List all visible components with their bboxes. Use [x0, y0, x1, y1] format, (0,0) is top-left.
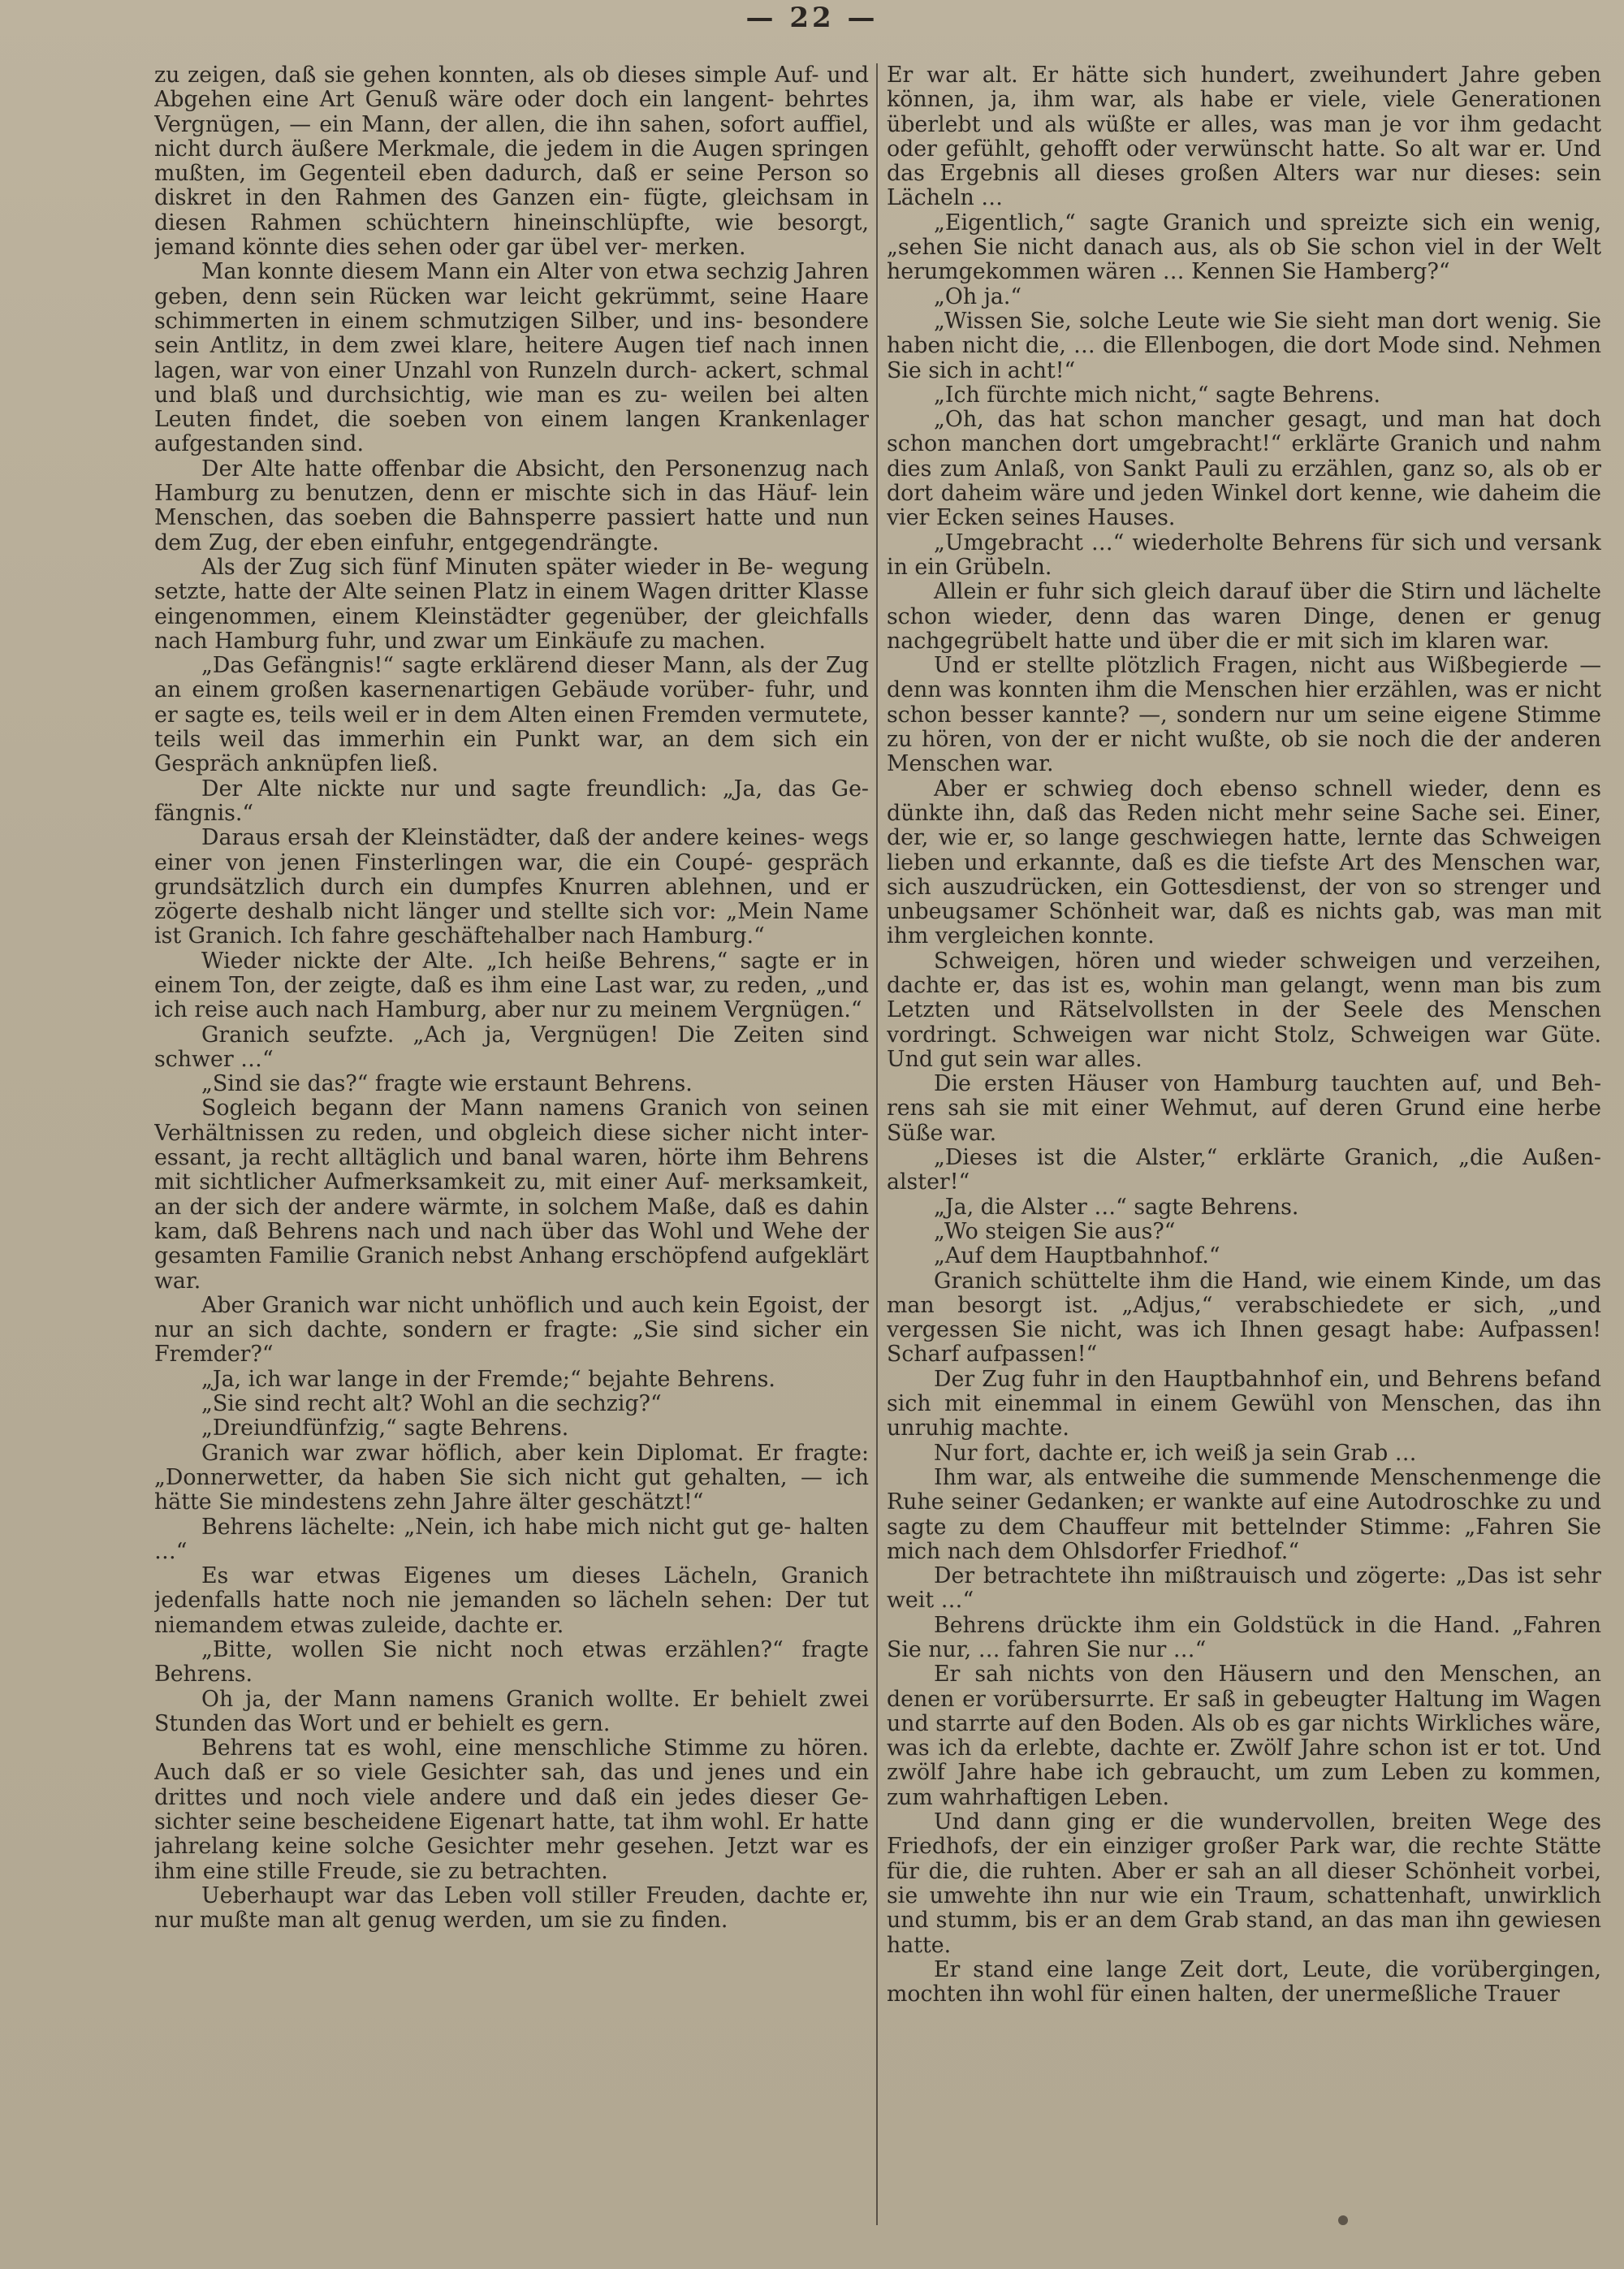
- paragraph: Es war etwas Eigenes um dieses Lächeln, Granich jedenfalls hatte noch nie jemanden so lächeln sehen: Der tut niemandem etwas zuleide, dachte er.: [154, 1563, 869, 1638]
- paragraph: Granich schüttelte ihm die Hand, wie einem Kinde, um das man besorgt ist. „Adjus,“ verabschiedete er sich, „und vergessen Sie nicht, was ich Ihnen gesagt habe: Aufpassen! Scharf aufpassen!“: [887, 1268, 1601, 1368]
- paragraph: „Ja, ich war lange in der Fremde;“ bejahte Behrens.: [201, 1366, 775, 1392]
- paragraph: „Ja, die Alster …“ sagte Behrens.: [934, 1194, 1299, 1220]
- paragraph: „Wo steigen Sie aus?“: [934, 1218, 1176, 1244]
- paragraph: Granich seufzte. „Ach ja, Vergnügen! Die Zeiten sind schwer …“: [154, 1022, 869, 1072]
- ink-spot: [1338, 2215, 1348, 2225]
- paragraph: „Sie sind recht alt? Wohl an die sechzig?“: [201, 1391, 662, 1417]
- paragraph: Behrens tat es wohl, eine menschliche Stimme zu hören. Auch daß er so viele Gesichter sah, das und jenes und ein drittes und noch viele andere und daß ein jedes dieser Ge- sichter seine bescheidene Eigenart hatte, tat ihm wohl. Er hatte jahrelang keine solche Gesichter mehr gesehen. Jetzt war es ihm eine stille Freude, sie zu betrachten.: [154, 1735, 869, 1884]
- paragraph: „Auf dem Hauptbahnhof.“: [934, 1243, 1220, 1269]
- paragraph: „Eigentlich,“ sagte Granich und spreizte sich ein wenig, „sehen Sie nicht danach aus, als ob Sie schon viel in der Welt herumgekommen wären … Kennen Sie Hamberg?“: [887, 210, 1601, 285]
- paragraph: Als der Zug sich fünf Minuten später wieder in Be- wegung setzte, hatte der Alte seinen Platz in einem Wagen dritter Klasse eingenommen, einem Kleinstädter gegenüber, der gleichfalls nach Hamburg fuhr, und zwar um Einkäufe zu machen.: [154, 554, 869, 654]
- paragraph: „Dieses ist die Alster,“ erklärte Granich, „die Außen- alster!“: [887, 1145, 1601, 1195]
- paragraph: Der Zug fuhr in den Hauptbahnhof ein, und Behrens befand sich mit einemmal in einem Gewühl von Menschen, das ihn unruhig machte.: [887, 1366, 1601, 1441]
- paragraph: Der betrachtete ihn mißtrauisch und zögerte: „Das ist sehr weit …“: [887, 1563, 1601, 1614]
- paragraph: Granich war zwar höflich, aber kein Diplomat. Er fragte: „Donnerwetter, da haben Sie sich nicht gut gehalten, — ich hätte Sie mindestens zehn Jahre älter geschätzt!“: [154, 1440, 869, 1515]
- paragraph: Man konnte diesem Mann ein Alter von etwa sechzig Jahren geben, denn sein Rücken war leicht gekrümmt, seine Haare schimmerten in einem schmutzigen Silber, und ins- besondere sein Antlitz, in dem zwei klare, heitere Augen tief nach innen lagen, war von einer Unzahl von Runzeln durch- ackert, schmal und blaß und durchsichtig, wie man es zu- weilen bei alten Leuten findet, die soeben von einem langen Krankenlager aufgestanden sind.: [154, 259, 869, 457]
- paragraph: Er stand eine lange Zeit dort, Leute, die vorübergingen, mochten ihn wohl für einen halten, der unermeßliche Trauer: [887, 1956, 1601, 2008]
- paragraph: Wieder nickte der Alte. „Ich heiße Behrens,“ sagte er in einem Ton, der zeigte, daß es ihm eine Last war, zu reden, „und ich reise auch nach Hamburg, aber nur zu meinem Vergnügen.“: [154, 948, 869, 1023]
- paragraph: „Oh, das hat schon mancher gesagt, und man hat doch schon manchen dort umgebracht!“ erklärte Granich und nahm dies zum Anlaß, von Sankt Pauli zu erzählen, ganz so, als ob er dort daheim wäre und jeden Winkel dort kenne, wie daheim die vier Ecken seines Hauses.: [887, 407, 1601, 531]
- paragraph: „Ich fürchte mich nicht,“ sagte Behrens.: [934, 382, 1381, 408]
- paragraph: Daraus ersah der Kleinstädter, daß der andere keines- wegs einer von jenen Finsterlingen war, die ein Coupé- gespräch grundsätzlich durch ein dumpfes Knurren ablehnen, und er zögerte deshalb nicht länger und stellte sich vor: „Mein Name ist Granich. Ich fahre geschäftehalber nach Hamburg.“: [154, 825, 869, 949]
- right-column: [887, 63, 1601, 2224]
- paragraph: Der Alte nickte nur und sagte freundlich: „Ja, das Ge- fängnis.“: [154, 776, 869, 826]
- paragraph: „Das Gefängnis!“ sagte erklärend dieser Mann, als der Zug an einem großen kasernenartigen Gebäude vorüber- fuhr, und er sagte es, teils weil er in dem Alten einen Fremden vermutete, teils weil das immerhin ein Punkt war, an dem sich ein Gespräch anknüpfen ließ.: [154, 653, 869, 777]
- paragraph: „Sind sie das?“ fragte wie erstaunt Behrens.: [201, 1071, 693, 1097]
- paragraph: „Oh ja.“: [934, 283, 1022, 309]
- paragraph: „Umgebracht …“ wiederholte Behrens für sich und versank in ein Grübeln.: [887, 529, 1601, 580]
- paragraph: „Bitte, wollen Sie nicht noch etwas erzählen?“ fragte Behrens.: [154, 1637, 869, 1688]
- paragraph: Ihm war, als entweihe die summende Menschenmenge die Ruhe seiner Gedanken; er wankte auf eine Autodroschke zu und sagte zu dem Chauffeur mit bettelnder Stimme: „Fahren Sie mich nach dem Ohlsdorfer Friedhof.“: [887, 1464, 1601, 1564]
- paragraph: Der Alte hatte offenbar die Absicht, den Personenzug nach Hamburg zu benutzen, denn er mischte sich in das Häuf- lein Menschen, das soeben die Bahnsperre passiert hatte und nun dem Zug, der eben einfuhr, entgegendrängte.: [154, 456, 869, 555]
- left-column: [154, 63, 869, 2224]
- paragraph: Ueberhaupt war das Leben voll stiller Freuden, dachte er, nur mußte man alt genug werden, um sie zu finden.: [154, 1882, 869, 1934]
- column-divider: [876, 63, 878, 2225]
- paragraph: Behrens lächelte: „Nein, ich habe mich nicht gut ge- halten …“: [154, 1514, 869, 1564]
- paragraph: Behrens drückte ihm ein Goldstück in die Hand. „Fahren Sie nur, … fahren Sie nur …“: [887, 1612, 1601, 1662]
- paragraph: zu zeigen, daß sie gehen konnten, als ob dieses simple Auf- und Abgehen eine Art Genuß wäre oder doch ein langent- behrtes Vergnügen, — ein Mann, der allen, die ihn sahen, sofort auffiel, nicht durch äußere Merkmale, die jedem in die Augen springen mußten, im Gegenteil eben dadurch, daß er seine Person so diskret in den Rahmen des Ganzen ein- fügte, gleichsam in diesen Rahmen schüchtern hineinschlüpfte, wie besorgt, jemand könnte dies sehen oder gar übel ver- merken.: [154, 63, 869, 261]
- paragraph: Oh ja, der Mann namens Granich wollte. Er behielt zwei Stunden das Wort und er behielt es gern.: [154, 1686, 869, 1736]
- paragraph: „Wissen Sie, solche Leute wie Sie sieht man dort wenig. Sie haben nicht die, … die Ellenbogen, die dort Mode sind. Nehmen Sie sich in acht!“: [887, 308, 1601, 383]
- paragraph: Allein er fuhr sich gleich darauf über die Stirn und lächelte schon wieder, denn das waren Dinge, denen er genug nachgegrübelt hatte und über die er mit sich im klaren war.: [887, 579, 1601, 654]
- paragraph: Aber Granich war nicht unhöflich und auch kein Egoist, der nur an sich dachte, sondern er fragte: „Sie sind sicher ein Fremder?“: [154, 1292, 869, 1368]
- paragraph: Schweigen, hören und wieder schweigen und verzeihen, dachte er, das ist es, wohin man gelangt, wenn man bis zum Letzten und Rätselvollsten in der Seele des Menschen vordringt. Schweigen war nicht Stolz, Schweigen war Güte. Und gut sein war alles.: [887, 948, 1601, 1072]
- page-number: — 22 —: [745, 2, 879, 34]
- paragraph: Nur fort, dachte er, ich weiß ja sein Grab …: [934, 1440, 1417, 1466]
- paragraph: Die ersten Häuser von Hamburg tauchten auf, und Beh- rens sah sie mit einer Wehmut, auf deren Grund eine herbe Süße war.: [887, 1071, 1601, 1146]
- paragraph: Und er stellte plötzlich Fragen, nicht aus Wißbegierde — denn was konnten ihm die Menschen hier erzählen, was er nicht schon besser kannte? —, sondern nur um seine eigene Stimme zu hören, von der er nicht wußte, ob sie noch die der anderen Menschen war.: [887, 653, 1601, 777]
- paragraph: Er sah nichts von den Häusern und den Menschen, an denen er vorübersurrte. Er saß in gebeugter Haltung im Wagen und starrte auf den Boden. Als ob es gar nichts Wirkliches wäre, was ich da erlebte, dachte er. Zwölf Jahre schon ist er tot. Und zwölf Jahre habe ich gebraucht, um zum Leben zu kommen, zum wahrhaftigen Leben.: [887, 1662, 1601, 1810]
- paragraph: Er war alt. Er hätte sich hundert, zweihundert Jahre geben können, ja, ihm war, als habe er viele, viele Generationen überlebt und als wüßte er alles, was man je vor ihm gedacht oder gefühlt, gehofft oder verwünscht hatte. So alt war er. Und das Ergebnis all dieses großen Alters war nur dieses: sein Lächeln …: [887, 63, 1601, 211]
- paragraph: Und dann ging er die wundervollen, breiten Wege des Friedhofs, der ein einziger großer Park war, die rechte Stätte für die, die ruhten. Aber er sah an all dieser Schönheit vorbei, sie umwehte ihn nur wie ein Traum, schattenhaft, unwirklich und stumm, bis er an dem Grab stand, an das man ihn gewiesen hatte.: [887, 1809, 1601, 1958]
- paragraph: Sogleich begann der Mann namens Granich von seinen Verhältnissen zu reden, und obgleich diese sicher nicht inter- essant, ja recht alltäglich und banal waren, hörte ihm Behrens mit sichtlicher Aufmerksamkeit zu, mit einer Auf- merksamkeit, an der sich der andere wärmte, in solchem Maße, daß es dahin kam, daß Behrens nach und nach über das Wohl und Wehe der gesamten Familie Granich nebst Anhang erschöpfend aufgeklärt war.: [154, 1096, 869, 1294]
- paragraph: „Dreiundfünfzig,“ sagte Behrens.: [201, 1415, 569, 1441]
- paragraph: Aber er schwieg doch ebenso schnell wieder, denn es dünkte ihn, daß das Reden nicht mehr seine Sache sei. Einer, der, wie er, so lange geschwiegen hatte, lernte das Schweigen lieben und erkannte, daß es die tiefste Art des Menschen war, sich auszudrücken, ein Gottesdienst, der von so strenger und unbeugsamer Schönheit war, daß es nichts gab, was man mit ihm vergleichen konnte.: [887, 776, 1601, 949]
